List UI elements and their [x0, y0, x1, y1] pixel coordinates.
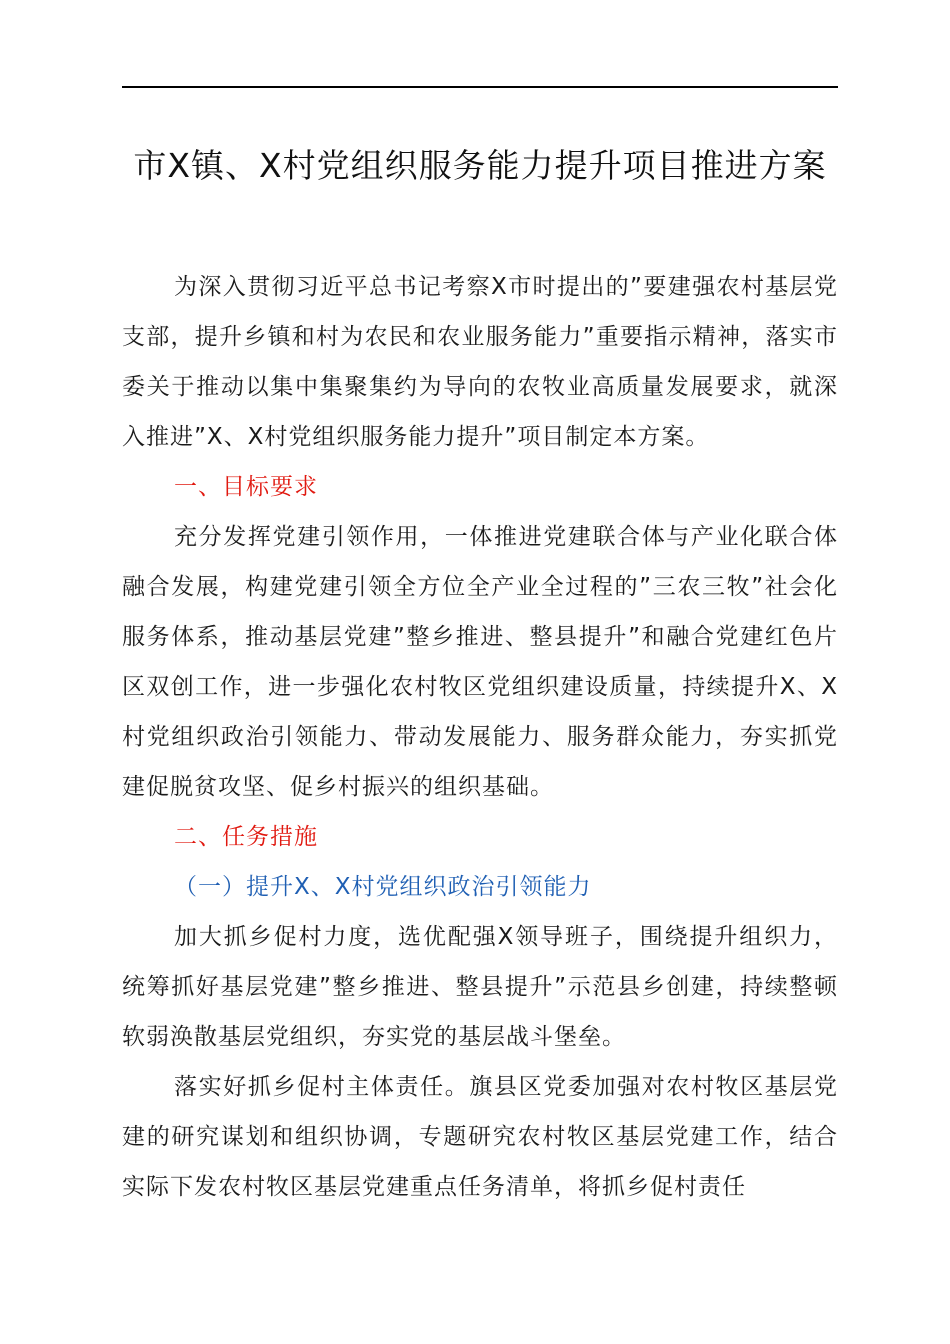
section-heading-tasks: 二、任务措施: [174, 824, 318, 850]
tasks-paragraph-1: 加大抓乡促村力度，选优配强X领导班子，围绕提升组织力，统筹抓好基层党建”整乡推进、整县提升”示范县乡创建，持续整顿软弱涣散基层党组织，夯实党的基层战斗堡垒。: [122, 924, 838, 1050]
header-rule: [122, 86, 838, 88]
document-body: [122, 262, 838, 1212]
goals-paragraph: 充分发挥党建引领作用，一体推进党建联合体与产业化联合体融合发展，构建党建引领全方位全产业全过程的”三农三牧”社会化服务体系，推动基层党建”整乡推进、整县提升”和融合党建红色片区双创工作，进一步强化农村牧区党组织建设质量，持续提升X、X村党组织政治引领能力、带动发展能力、服务群众能力，夯实抓党建促脱贫攻坚、促乡村振兴的组织基础。: [122, 524, 838, 800]
intro-paragraph: 为深入贯彻习近平总书记考察X市时提出的”要建强农村基层党支部，提升乡镇和村为农民和农业服务能力”重要指示精神，落实市委关于推动以集中集聚集约为导向的农牧业高质量发展要求，就深入推进”X、X村党组织服务能力提升”项目制定本方案。: [122, 274, 838, 450]
document-title: 市X镇、X村党组织服务能力提升项目推进方案: [133, 146, 827, 185]
tasks-paragraph-2: 落实好抓乡促村主体责任。旗县区党委加强对农村牧区基层党建的研究谋划和组织协调，专题研究农村牧区基层党建工作，结合实际下发农村牧区基层党建重点任务清单，将抓乡促村责任: [122, 1074, 838, 1200]
section-heading-goals: 一、目标要求: [174, 474, 318, 500]
subsection-heading-political-leadership: （一）提升X、X村党组织政治引领能力: [174, 874, 592, 900]
